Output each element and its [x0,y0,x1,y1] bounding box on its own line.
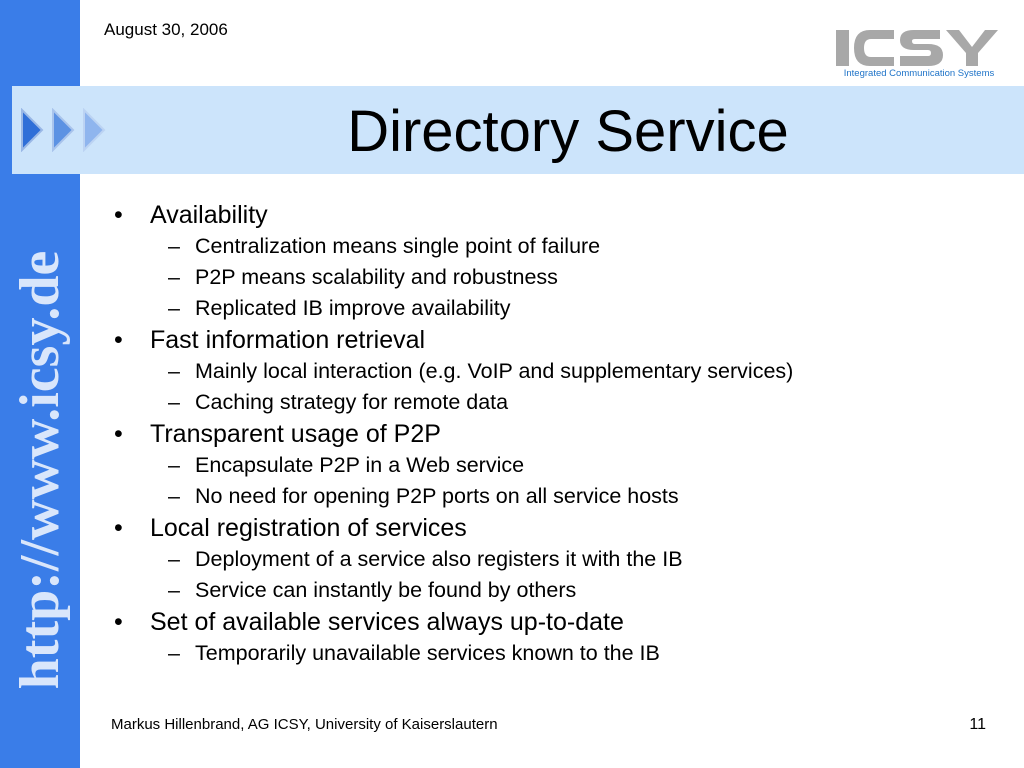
dash-marker: – [168,453,180,477]
logo-subtitle: Integrated Communication Systems [843,68,995,79]
bullet-item [110,512,1010,544]
sub-bullet-text: Mainly local interaction (e.g. VoIP and supplementary services) [195,359,794,383]
slide-title: Directory Service [347,99,789,164]
sub-bullet-item [110,387,1010,418]
bullet-marker: • [114,608,123,636]
footer-author: Markus Hillenbrand, AG ICSY, University of Kaiserslautern [111,716,498,733]
sub-bullet-text: Service can instantly be found by others [195,578,577,602]
bullet-item [110,418,1010,450]
sub-bullet-text: Encapsulate P2P in a Web service [195,453,525,477]
sub-bullet-text: Replicated IB improve availability [195,296,511,320]
sub-bullet-text: No need for opening P2P ports on all service hosts [195,484,679,508]
dash-marker: – [168,484,180,508]
slide-date: August 30, 2006 [104,20,228,39]
bullet-item [110,606,1010,638]
bullet-item [110,324,1010,356]
sub-bullet-text: Deployment of a service also registers it with the IB [195,547,683,571]
sub-bullet-item [110,638,1010,669]
dash-marker: – [168,234,180,258]
dash-marker: – [168,578,180,602]
sub-bullet-item [110,356,1010,387]
dash-marker: – [168,265,180,289]
bullet-text: Transparent usage of P2P [150,420,441,448]
bullet-list [110,199,1010,669]
bullet-marker: • [114,201,123,229]
sub-bullet-item [110,262,1010,293]
bullet-marker: • [114,420,123,448]
sub-bullet-text: P2P means scalability and robustness [195,265,558,289]
icsy-logo-mark [836,28,1002,68]
title-band [12,86,1024,174]
dash-marker: – [168,296,180,320]
bullet-text: Fast information retrieval [150,326,426,354]
bullet-marker: • [114,326,123,354]
sidebar-url-text: http://www.icsy.de [9,250,71,690]
dash-marker: – [168,359,180,383]
sub-bullet-text: Centralization means single point of failure [195,234,601,258]
dash-marker: – [168,641,180,665]
sub-bullet-item [110,575,1010,606]
sub-bullet-item [110,481,1010,512]
triple-arrow-icon [20,108,112,152]
sub-bullet-item [110,450,1010,481]
bullet-marker: • [114,514,123,542]
bullet-item [110,199,1010,231]
bullet-text: Set of available services always up-to-date [150,608,624,636]
sub-bullet-item [110,544,1010,575]
page-number: 11 [969,716,986,733]
bullet-text: Availability [150,201,268,229]
bullet-text: Local registration of services [150,514,467,542]
dash-marker: – [168,390,180,414]
dash-marker: – [168,547,180,571]
sub-bullet-item [110,293,1010,324]
sub-bullet-text: Temporarily unavailable services known to the IB [195,641,660,665]
sub-bullet-item [110,231,1010,262]
icsy-logo [836,28,1002,82]
sub-bullet-text: Caching strategy for remote data [195,390,509,414]
